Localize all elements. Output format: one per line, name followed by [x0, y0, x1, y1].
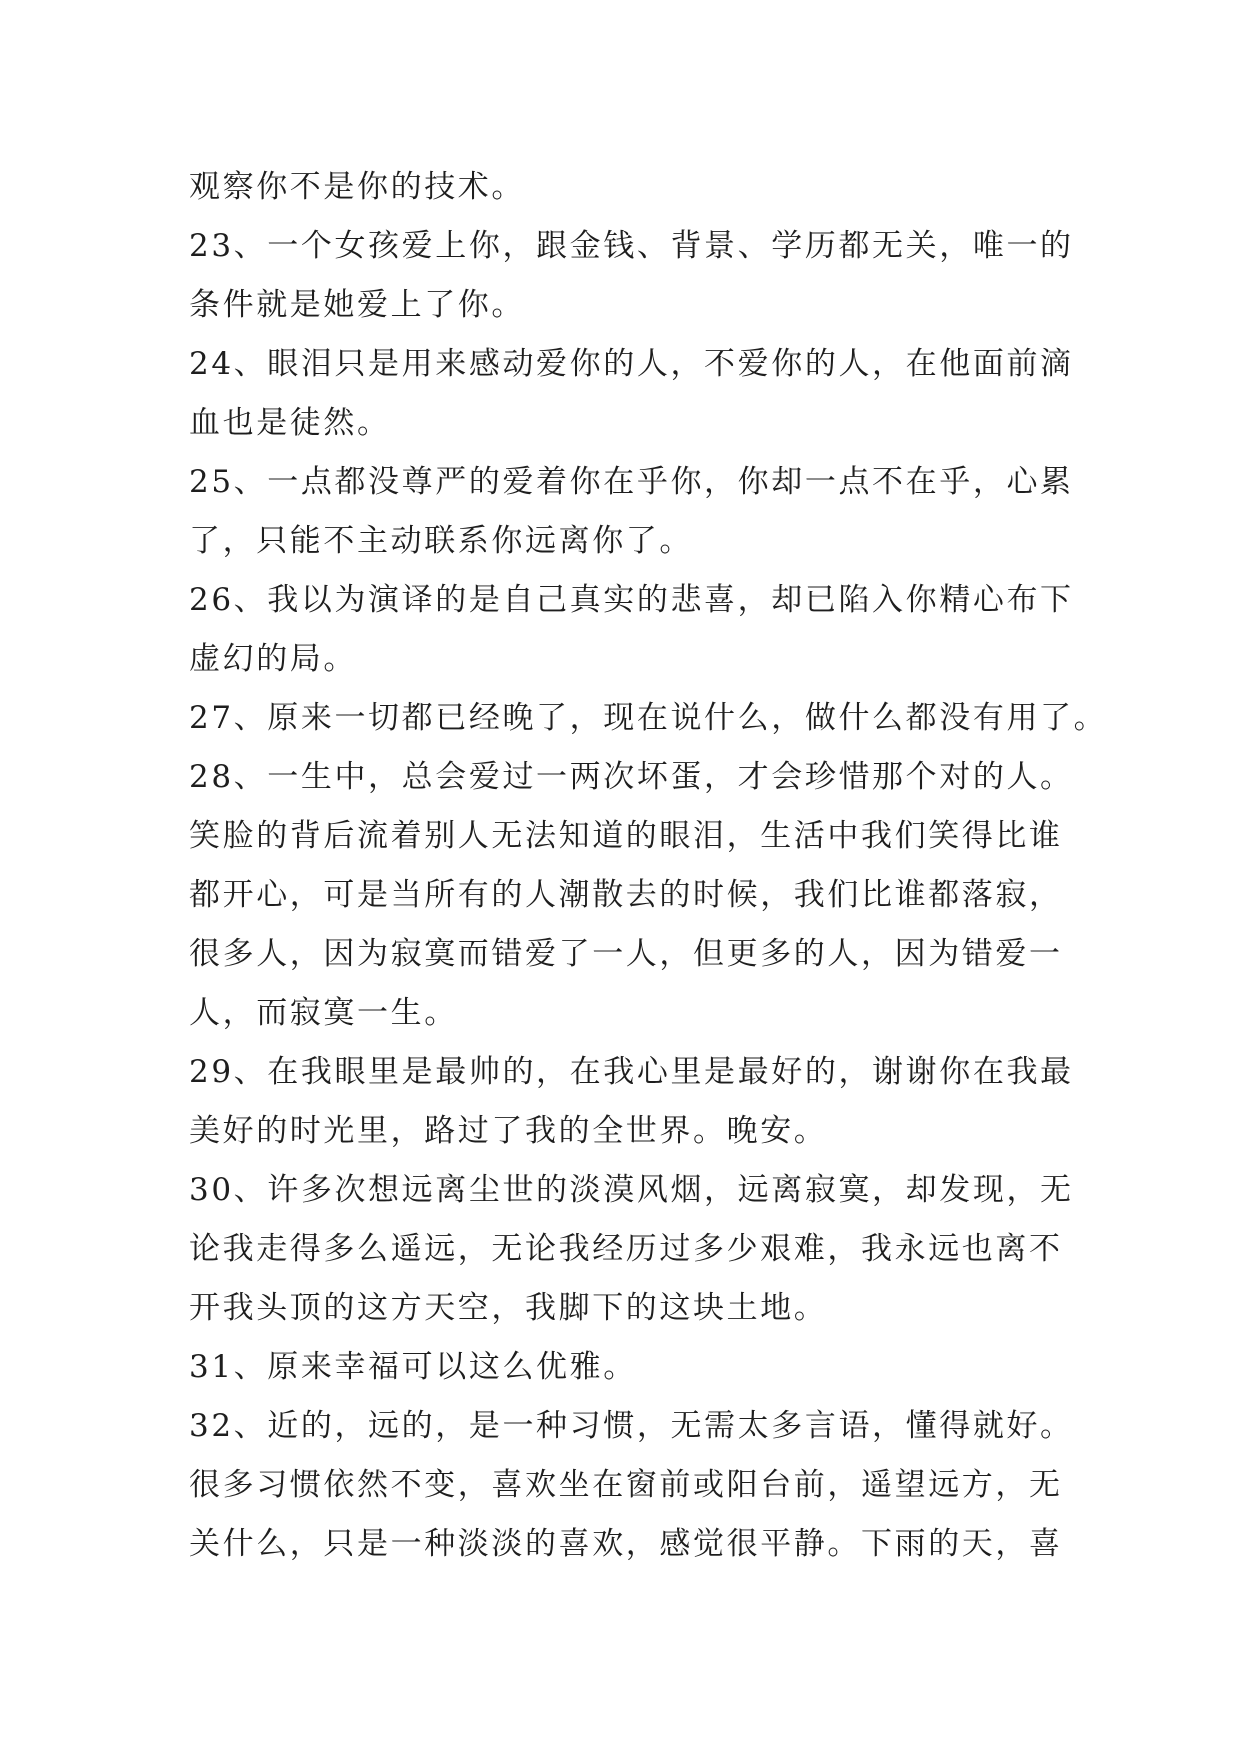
text-line: 30、许多次想远离尘世的淡漠风烟，远离寂寞，却发现，无 — [189, 1172, 1074, 1208]
text-line: 血也是徒然。 — [189, 405, 391, 441]
text-line: 开我头顶的这方天空，我脚下的这块土地。 — [189, 1290, 828, 1326]
text-line: 32、近的，远的，是一种习惯，无需太多言语，懂得就好。 — [189, 1408, 1074, 1444]
text-line: 29、在我眼里是最帅的，在我心里是最好的，谢谢你在我最 — [189, 1054, 1074, 1090]
text-line: 25、一点都没尊严的爱着你在乎你，你却一点不在乎，心累 — [189, 464, 1074, 500]
text-line: 条件就是她爱上了你。 — [189, 287, 525, 323]
text-line: 很多人，因为寂寞而错爱了一人，但更多的人，因为错爱一 — [189, 936, 1063, 972]
text-line: 很多习惯依然不变，喜欢坐在窗前或阳台前，遥望远方，无 — [189, 1467, 1063, 1503]
text-line: 26、我以为演译的是自己真实的悲喜，却已陷入你精心布下 — [189, 582, 1074, 618]
text-line: 笑脸的背后流着别人无法知道的眼泪，生活中我们笑得比谁 — [189, 818, 1063, 854]
text-line: 人，而寂寞一生。 — [189, 995, 458, 1031]
text-line: 都开心，可是当所有的人潮散去的时候，我们比谁都落寂， — [189, 877, 1063, 913]
text-line: 23、一个女孩爱上你，跟金钱、背景、学历都无关，唯一的 — [189, 228, 1074, 264]
text-line: 虚幻的局。 — [189, 641, 357, 677]
text-line: 31、原来幸福可以这么优雅。 — [189, 1349, 637, 1385]
text-line: 27、原来一切都已经晚了，现在说什么，做什么都没有用了。 — [189, 700, 1108, 736]
text-line: 论我走得多么遥远，无论我经历过多少艰难，我永远也离不 — [189, 1231, 1063, 1267]
text-line: 观察你不是你的技术。 — [189, 169, 525, 205]
document-body — [189, 158, 1108, 1574]
text-line: 关什么，只是一种淡淡的喜欢，感觉很平静。下雨的天，喜 — [189, 1526, 1063, 1562]
text-line: 了，只能不主动联系你远离你了。 — [189, 523, 693, 559]
text-line: 28、一生中，总会爱过一两次坏蛋，才会珍惜那个对的人。 — [189, 759, 1074, 795]
text-line: 美好的时光里，路过了我的全世界。晚安。 — [189, 1113, 828, 1149]
text-line: 24、眼泪只是用来感动爱你的人，不爱你的人，在他面前滴 — [189, 346, 1074, 382]
